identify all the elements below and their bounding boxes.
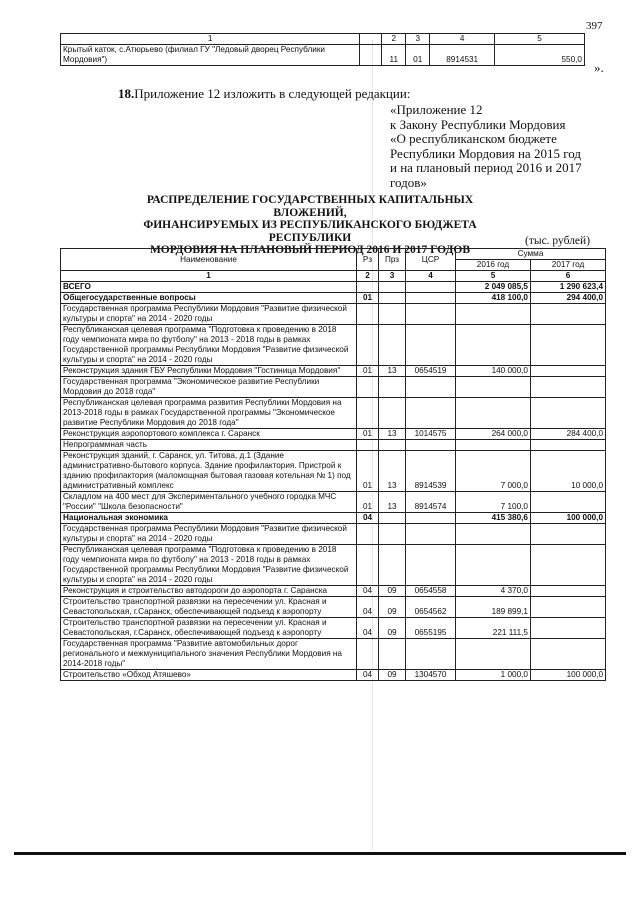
cell-y2016: 4 370,0: [456, 586, 531, 597]
investment-table: [60, 248, 606, 681]
table-row: [61, 524, 606, 545]
cell-csr: 0654558: [406, 586, 456, 597]
cell-name: Реконструкция и строительство автодороги до аэропорта г. Саранска: [61, 586, 357, 597]
units-label: (тыс. рублей): [525, 235, 591, 247]
header-cell: 2: [382, 34, 406, 45]
title-line: РАСПРЕДЕЛЕНИЕ ГОСУДАРСТВЕННЫХ КАПИТАЛЬНЫХ ВЛОЖЕНИЙ,: [146, 194, 474, 219]
cell-name: ВСЕГО: [61, 282, 357, 293]
title-line: ФИНАНСИРУЕМЫХ ИЗ РЕСПУБЛИКАНСКОГО БЮДЖЕТА РЕСПУБЛИКИ: [143, 219, 477, 244]
address-line: годов»: [390, 174, 427, 190]
address-line: «Приложение 12: [390, 102, 483, 117]
bottom-rule: [14, 852, 626, 855]
cell-rz: 04: [357, 597, 379, 618]
header-cell: [360, 34, 382, 45]
cell-y2016: 415 380,6: [456, 513, 531, 524]
header-prz: Прз: [379, 249, 406, 271]
row-prz: 11: [382, 45, 406, 66]
table-row: [61, 325, 606, 366]
cell-y2016: 189 899,1: [456, 597, 531, 618]
cell-name: Непрограммная часть: [61, 440, 357, 451]
cell-y2016: [456, 325, 531, 366]
cell-rz: [357, 545, 379, 586]
cell-prz: [379, 377, 406, 398]
cell-y2016: [456, 524, 531, 545]
cell-csr: [406, 282, 456, 293]
table-row: [61, 451, 606, 492]
header-cell: 1: [61, 34, 360, 45]
cell-y2016: [456, 440, 531, 451]
cell-csr: [406, 304, 456, 325]
cell-y2017: [531, 304, 606, 325]
cell-prz: 13: [379, 451, 406, 492]
cell-csr: [406, 293, 456, 304]
cell-csr: [406, 545, 456, 586]
cell-rz: [357, 325, 379, 366]
cell-y2016: [456, 639, 531, 670]
cell-csr: 8914539: [406, 451, 456, 492]
cell-y2016: [456, 398, 531, 429]
cell-name: Реконструкция аэропортового комплекса г. Саранск: [61, 429, 357, 440]
cell-prz: [379, 513, 406, 524]
column-number: 6: [531, 271, 606, 282]
table-row: [61, 440, 606, 451]
cell-y2016: [456, 545, 531, 586]
cell-y2016: 221 111,5: [456, 618, 531, 639]
table-row: [61, 429, 606, 440]
header-2016: 2016 год: [456, 260, 531, 271]
cell-y2016: 7 100,0: [456, 492, 531, 513]
cell-y2017: [531, 398, 606, 429]
header-rz: Рз: [357, 249, 379, 271]
cell-y2016: 2 049 085,5: [456, 282, 531, 293]
cell-rz: 04: [357, 670, 379, 681]
cell-rz: 04: [357, 618, 379, 639]
cell-rz: [357, 524, 379, 545]
cell-rz: [357, 304, 379, 325]
cell-name: Национальная экономика: [61, 513, 357, 524]
cell-y2016: [456, 377, 531, 398]
cell-csr: 0654562: [406, 597, 456, 618]
cell-csr: [406, 524, 456, 545]
table-row: [61, 282, 606, 293]
cell-csr: 0655195: [406, 618, 456, 639]
header-name: Наименование: [61, 249, 357, 271]
cell-y2016: 140 000,0: [456, 366, 531, 377]
table-header-row: [61, 249, 606, 260]
column-number: 2: [357, 271, 379, 282]
table-row: [61, 492, 606, 513]
cell-rz: 04: [357, 586, 379, 597]
cell-csr: 1304570: [406, 670, 456, 681]
cell-prz: [379, 545, 406, 586]
cell-csr: [406, 513, 456, 524]
cell-rz: [357, 639, 379, 670]
cell-prz: [379, 398, 406, 429]
amendment-item: [118, 87, 410, 102]
header-cell: 5: [495, 34, 585, 45]
cell-rz: 04: [357, 513, 379, 524]
table-row: [61, 304, 606, 325]
cell-y2017: [531, 597, 606, 618]
address-line: Республики Мордовия на 2015 год: [390, 145, 581, 161]
cell-rz: [357, 398, 379, 429]
cell-prz: [379, 325, 406, 366]
appendix-address: [390, 103, 610, 190]
header-2017: 2017 год: [531, 260, 606, 271]
page-number: 397: [586, 20, 603, 32]
cell-y2017: [531, 586, 606, 597]
cell-y2016: 418 100,0: [456, 293, 531, 304]
table-row: [61, 618, 606, 639]
cell-rz: 01: [357, 492, 379, 513]
cell-prz: 09: [379, 586, 406, 597]
cell-y2017: 100 000,0: [531, 670, 606, 681]
table-row: [61, 670, 606, 681]
header-cell: 3: [406, 34, 430, 45]
cell-y2017: [531, 492, 606, 513]
cell-prz: 13: [379, 492, 406, 513]
cell-prz: 09: [379, 670, 406, 681]
cell-y2017: 284 400,0: [531, 429, 606, 440]
cell-y2017: [531, 524, 606, 545]
row-csr: 01: [406, 45, 430, 66]
cell-name: Государственная программа Республики Мордовия "Развитие физической культуры и спорта" на 2014 - 2020 годы: [61, 524, 357, 545]
cell-y2017: 294 400,0: [531, 293, 606, 304]
item-number: 18.: [118, 86, 135, 101]
row-code: 8914531: [430, 45, 495, 66]
cell-prz: 13: [379, 366, 406, 377]
cell-y2016: [456, 304, 531, 325]
cell-y2017: 100 000,0: [531, 513, 606, 524]
table-row: [61, 513, 606, 524]
table-row: [61, 597, 606, 618]
cell-name: Республиканская целевая программа "Подготовка к проведению в 2018 году чемпионата мира по футболу" на 2013 - 2018 годы в рамках Государственной программы Республики Мордовия "Развитие физической культуры и спорта" на 2014 - 2020 годы: [61, 545, 357, 586]
column-number: 3: [379, 271, 406, 282]
address-line: и на плановый период 2016 и 2017: [390, 160, 582, 175]
cell-prz: 09: [379, 618, 406, 639]
cell-csr: [406, 440, 456, 451]
column-number-row: [61, 271, 606, 282]
cell-prz: [379, 293, 406, 304]
table-row: [61, 293, 606, 304]
cell-rz: [357, 377, 379, 398]
cell-y2017: [531, 440, 606, 451]
cell-y2017: [531, 545, 606, 586]
cell-rz: [357, 282, 379, 293]
table-row: [61, 377, 606, 398]
row-name: Крытый каток, с.Атюрьево (филиал ГУ "Ледовый дворец Республики Мордовия"): [61, 45, 360, 66]
cell-csr: 1014575: [406, 429, 456, 440]
cell-name: Государственная программа "Развитие автомобильных дорог регионального и межмуниципального значения Республики Мордовия на 2014-2018 годы": [61, 639, 357, 670]
address-line: «О республиканском бюджете: [390, 131, 557, 146]
table-row: [61, 398, 606, 429]
table-row: [61, 366, 606, 377]
table-row: [61, 545, 606, 586]
cell-csr: 8914574: [406, 492, 456, 513]
item-text: Приложение 12 изложить в следующей редакции:: [134, 86, 411, 101]
address-line: к Закону Республики Мордовия: [390, 116, 566, 132]
cell-y2017: [531, 366, 606, 377]
cell-name: Реконструкция зданий, г. Саранск, ул. Титова, д.1 (Здание административно-бытового корпуса. Здание профилактория. Пристрой к зданию профилактория (маломощная бытовая газовая котельная № 1) под административный комплекс: [61, 451, 357, 492]
cell-rz: 01: [357, 429, 379, 440]
header-sum: Сумма: [456, 249, 606, 260]
cell-name: Государственная программа Республики Мордовия "Развитие физической культуры и спорта" на 2014 - 2020 годы: [61, 304, 357, 325]
cell-prz: [379, 639, 406, 670]
cell-name: Реконструкция здания ГБУ Республики Мордовия "Гостиница Мордовия": [61, 366, 357, 377]
cell-name: Строительство транспортной развязки на пересечении ул. Красная и Севастопольская, г.Саранск, обеспечивающей подъезд к аэропорту: [61, 618, 357, 639]
column-number: 1: [61, 271, 357, 282]
header-csr: ЦСР: [406, 249, 456, 271]
cell-y2016: 264 000,0: [456, 429, 531, 440]
cell-csr: [406, 398, 456, 429]
cell-prz: [379, 282, 406, 293]
table-row: [61, 639, 606, 670]
row-rz: [360, 45, 382, 66]
closing-quote: ».: [594, 60, 604, 75]
cell-name: Строительство транспортной развязки на пересечении ул. Красная и Севастопольская, г.Саранск, обеспечивающей подъезд к аэропорту: [61, 597, 357, 618]
cell-y2016: 7 000,0: [456, 451, 531, 492]
header-cell: 4: [430, 34, 495, 45]
continuation-row: [61, 45, 585, 66]
cell-y2017: 10 000,0: [531, 451, 606, 492]
cell-csr: [406, 377, 456, 398]
cell-prz: [379, 304, 406, 325]
cell-rz: 01: [357, 451, 379, 492]
cell-y2017: [531, 618, 606, 639]
cell-y2017: 1 290 623,4: [531, 282, 606, 293]
cell-prz: 13: [379, 429, 406, 440]
title-line: МОРДОВИЯ НА ПЛАНОВЫЙ ПЕРИОД 2016 И 2017 ГОДОВ: [149, 244, 471, 256]
column-number: 4: [406, 271, 456, 282]
cell-y2017: [531, 377, 606, 398]
cell-name: Строительство «Обход Атяшево»: [61, 670, 357, 681]
table-row: [61, 586, 606, 597]
cell-name: Складлом на 400 мест для Экспериментального учебного городка МЧС "России" "Школа безопасности": [61, 492, 357, 513]
continuation-header-row: [61, 34, 585, 45]
cell-name: Республиканская целевая программа "Подготовка к проведению в 2018 году чемпионата мира по футболу" на 2013 - 2018 годы в рамках Государственной программы Республики Мордовия "Развитие физической культуры и спорта" на 2014 - 2020 годы: [61, 325, 357, 366]
cell-rz: 01: [357, 366, 379, 377]
cell-y2017: [531, 325, 606, 366]
row-sum: 550,0: [495, 45, 585, 66]
cell-rz: [357, 440, 379, 451]
cell-prz: 09: [379, 597, 406, 618]
cell-csr: [406, 325, 456, 366]
cell-csr: [406, 639, 456, 670]
cell-name: Государственная программа "Экономическое развитие Республики Мордовия до 2018 года": [61, 377, 357, 398]
cell-prz: [379, 440, 406, 451]
cell-rz: 01: [357, 293, 379, 304]
cell-csr: 0654519: [406, 366, 456, 377]
continuation-table: [60, 33, 585, 66]
cell-y2017: [531, 639, 606, 670]
cell-prz: [379, 524, 406, 545]
cell-name: Общегосударственные вопросы: [61, 293, 357, 304]
cell-name: Республиканская целевая программа развития Республики Мордовия на 2013-2018 годы в рамках Государственной программы "Экономическое развитие Республики Мордовия до 2018 года": [61, 398, 357, 429]
column-number: 5: [456, 271, 531, 282]
cell-y2016: 1 000,0: [456, 670, 531, 681]
